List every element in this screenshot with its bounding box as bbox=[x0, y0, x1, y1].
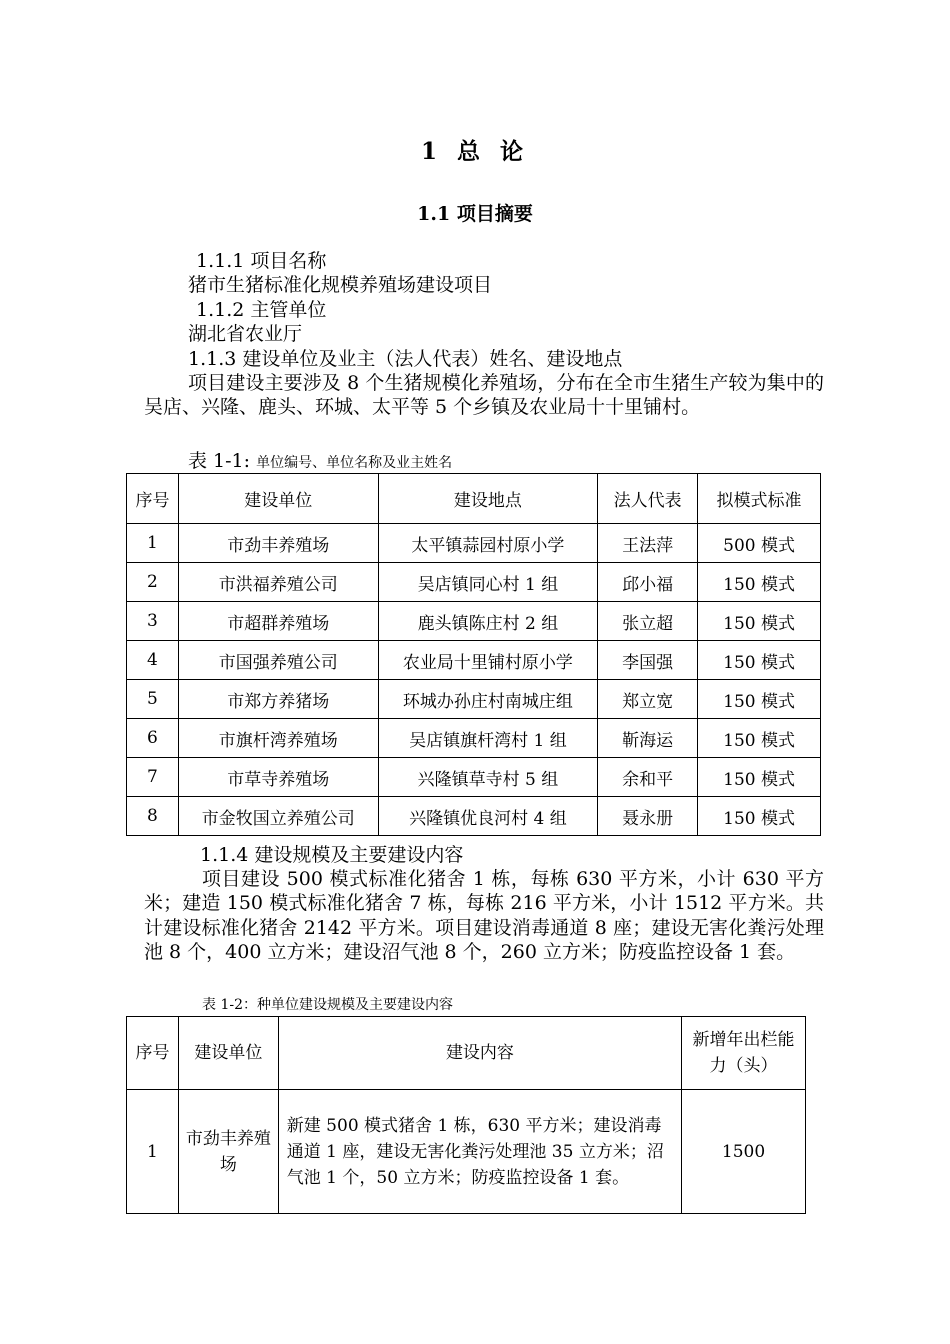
table-cell: 市超群养殖场 bbox=[178, 602, 378, 641]
table-row bbox=[127, 680, 821, 719]
table-cell: 150 模式 bbox=[698, 758, 821, 797]
table2-header-cell: 新增年出栏能力（头） bbox=[682, 1017, 806, 1090]
table1-header-cell: 拟模式标准 bbox=[698, 474, 821, 524]
table-cell: 新建 500 模式猪舍 1 栋，630 平方米；建设消毒通道 1 座，建设无害化粪污处理池 35 立方米；沼气池 1 个，50 立方米；防疫监控设备 1 套。 bbox=[278, 1090, 681, 1214]
table-cell: 500 模式 bbox=[698, 524, 821, 563]
builder-paragraph: 项目建设主要涉及 8 个生猪规模化养殖场，分布在全市生猪生产较为集中的吴店、兴隆、鹿头、环城、太平等 5 个乡镇及农业局十十里铺村。 bbox=[144, 372, 824, 419]
table-cell: 吴店镇同心村 1 组 bbox=[378, 563, 598, 602]
table-cell: 5 bbox=[127, 680, 179, 719]
table2-caption: 表 1-2：种单位建设规模及主要建设内容 bbox=[202, 997, 453, 1013]
table-cell: 4 bbox=[127, 641, 179, 680]
table1-header-row bbox=[127, 474, 821, 524]
table-cell: 农业局十里铺村原小学 bbox=[378, 641, 598, 680]
table1-header-cell: 法人代表 bbox=[598, 474, 698, 524]
table-cell: 市国强养殖公司 bbox=[178, 641, 378, 680]
table-cell: 鹿头镇陈庄村 2 组 bbox=[378, 602, 598, 641]
table-cell: 兴隆镇优良河村 4 组 bbox=[378, 797, 598, 836]
table-cell: 余和平 bbox=[598, 758, 698, 797]
table-cell: 张立超 bbox=[598, 602, 698, 641]
table-cell: 市劲丰养殖场 bbox=[178, 1090, 278, 1214]
table-row bbox=[127, 524, 821, 563]
scale-paragraph: 项目建设 500 模式标准化猪舍 1 栋，每栋 630 平方米，小计 630 平方米；建造 150 模式标准化猪舍 7 栋，每栋 216 平方米，小计 1512 平方米。共计建设标准化猪舍 2142 平方米。项目建设消毒通道 8 座；建设无害化粪污处理池 8 个，400 立方米；建设沼气池 8 个，260 立方米；防疫监控设备 1 套。 bbox=[144, 868, 824, 964]
table-cell: 太平镇蒜园村原小学 bbox=[378, 524, 598, 563]
table-row bbox=[127, 758, 821, 797]
table-cell: 150 模式 bbox=[698, 797, 821, 836]
subsection-authority: 1.1.2 主管单位 bbox=[196, 299, 327, 321]
table-cell: 150 模式 bbox=[698, 563, 821, 602]
table-cell: 市劲丰养殖场 bbox=[178, 524, 378, 563]
table1-caption-title: 单位编号、单位名称及业主姓名 bbox=[256, 455, 453, 471]
table-cell: 邱小福 bbox=[598, 563, 698, 602]
table-cell: 聂永册 bbox=[598, 797, 698, 836]
subsection-builder: 1.1.3 建设单位及业主（法人代表）姓名、建设地点 bbox=[188, 348, 623, 370]
table2-header-cell: 建设单位 bbox=[178, 1017, 278, 1090]
project-name-text: 猪市生猪标准化规模养殖场建设项目 bbox=[188, 274, 493, 296]
table-cell: 6 bbox=[127, 719, 179, 758]
table2-header-cell: 序号 bbox=[127, 1017, 179, 1090]
table-cell: 150 模式 bbox=[698, 641, 821, 680]
table-cell: 1 bbox=[127, 524, 179, 563]
table-cell: 市金牧国立养殖公司 bbox=[178, 797, 378, 836]
table-cell: 市草寺养殖场 bbox=[178, 758, 378, 797]
table-cell: 环城办孙庄村南城庄组 bbox=[378, 680, 598, 719]
table-cell: 1 bbox=[127, 1090, 179, 1214]
table-row bbox=[127, 797, 821, 836]
chapter-heading: 1 总 论 bbox=[420, 138, 530, 165]
table-row bbox=[127, 719, 821, 758]
table2-header-cell: 建设内容 bbox=[278, 1017, 681, 1090]
subsection-project-name: 1.1.1 项目名称 bbox=[196, 250, 327, 272]
table1-header-cell: 建设单位 bbox=[178, 474, 378, 524]
table1-caption bbox=[188, 449, 452, 475]
table-cell: 150 模式 bbox=[698, 602, 821, 641]
table-cell: 郑立宽 bbox=[598, 680, 698, 719]
table1-header-cell: 序号 bbox=[127, 474, 179, 524]
table-cell: 1500 bbox=[682, 1090, 806, 1214]
table-row bbox=[127, 602, 821, 641]
table-cell: 150 模式 bbox=[698, 719, 821, 758]
table-cell: 李国强 bbox=[598, 641, 698, 680]
table-cell: 7 bbox=[127, 758, 179, 797]
authority-text: 湖北省农业厅 bbox=[188, 323, 303, 345]
table-cell: 王法萍 bbox=[598, 524, 698, 563]
table-cell: 兴隆镇草寺村 5 组 bbox=[378, 758, 598, 797]
table-row bbox=[127, 1090, 806, 1214]
table-cell: 市旗杆湾养殖场 bbox=[178, 719, 378, 758]
table1-caption-number: 表 1-1: bbox=[188, 450, 251, 472]
table-construction bbox=[126, 1016, 806, 1214]
subsection-scale: 1.1.4 建设规模及主要建设内容 bbox=[200, 844, 464, 866]
table-units bbox=[126, 473, 821, 836]
table-cell: 8 bbox=[127, 797, 179, 836]
table-cell: 市洪福养殖公司 bbox=[178, 563, 378, 602]
table-cell: 3 bbox=[127, 602, 179, 641]
table-cell: 2 bbox=[127, 563, 179, 602]
table-cell: 吴店镇旗杆湾村 1 组 bbox=[378, 719, 598, 758]
section-heading: 1.1 项目摘要 bbox=[417, 203, 533, 225]
table2-header-row bbox=[127, 1017, 806, 1090]
table-cell: 150 模式 bbox=[698, 680, 821, 719]
table-row bbox=[127, 641, 821, 680]
table-row bbox=[127, 563, 821, 602]
table-cell: 靳海运 bbox=[598, 719, 698, 758]
table-cell: 市郑方养猪场 bbox=[178, 680, 378, 719]
table1-header-cell: 建设地点 bbox=[378, 474, 598, 524]
